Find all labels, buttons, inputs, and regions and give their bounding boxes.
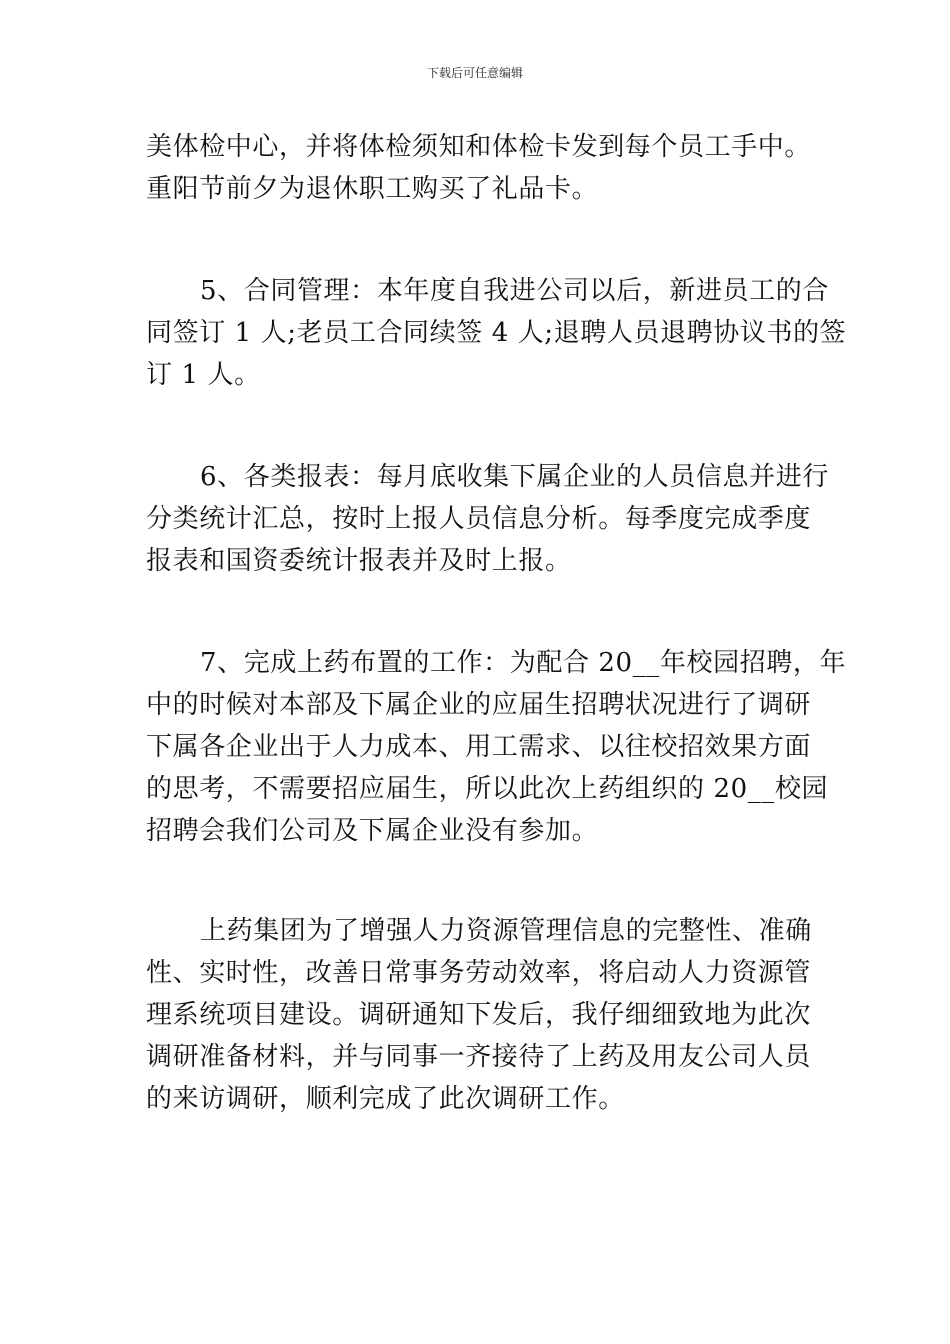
paragraph-contract-management: [146, 270, 847, 396]
text-line: 重阳节前夕为退休职工购买了礼品卡。: [146, 174, 599, 204]
text-line: 下属各企业出于人力成本、用工需求、以往校招效果方面: [146, 732, 812, 762]
paragraph-reports: [146, 456, 829, 582]
text-line: 美体检中心，并将体检须知和体检卡发到每个员工手中。: [146, 132, 812, 162]
text-line: 订 1 人。: [146, 360, 261, 390]
text-line: 5、合同管理：本年度自我进公司以后，新进员工的合: [200, 276, 829, 306]
text-line: 7、完成上药布置的工作：为配合 20__年校园招聘，年: [200, 648, 847, 678]
text-line: 招聘会我们公司及下属企业没有参加。: [146, 816, 599, 846]
text-line: 报表和国资委统计报表并及时上报。: [146, 546, 572, 576]
header-text: 下载后可任意编辑: [426, 66, 523, 80]
text-line: 的来访调研，顺利完成了此次调研工作。: [146, 1084, 625, 1114]
document-body: [146, 126, 847, 1120]
text-line: 中的时候对本部及下属企业的应届生招聘状况进行了调研: [146, 690, 812, 720]
page-header: [0, 64, 950, 82]
text-line: 同签订 1 人;老员工合同续签 4 人;退聘人员退聘协议书的签: [146, 318, 847, 348]
paragraph-physical-exam: [146, 126, 812, 210]
paragraph-spacer: [146, 210, 806, 270]
text-line: 6、各类报表：每月底收集下属企业的人员信息并进行: [200, 462, 829, 492]
paragraph-spacer: [146, 396, 806, 456]
text-line: 调研准备材料，并与同事一齐接待了上药及用友公司人员: [146, 1042, 812, 1072]
text-line: 的思考，不需要招应届生，所以此次上药组织的 20__校园: [146, 774, 829, 804]
paragraph-campus-recruitment: [146, 642, 847, 852]
text-line: 性、实时性，改善日常事务劳动效率，将启动人力资源管: [146, 958, 812, 988]
paragraph-spacer: [146, 852, 806, 910]
paragraph-spacer: [146, 582, 806, 642]
paragraph-hr-system: [146, 910, 812, 1120]
text-line: 理系统项目建设。调研通知下发后，我仔细细致地为此次: [146, 1000, 812, 1030]
text-line: 上药集团为了增强人力资源管理信息的完整性、准确: [200, 916, 812, 946]
text-line: 分类统计汇总，按时上报人员信息分析。每季度完成季度: [146, 504, 812, 534]
